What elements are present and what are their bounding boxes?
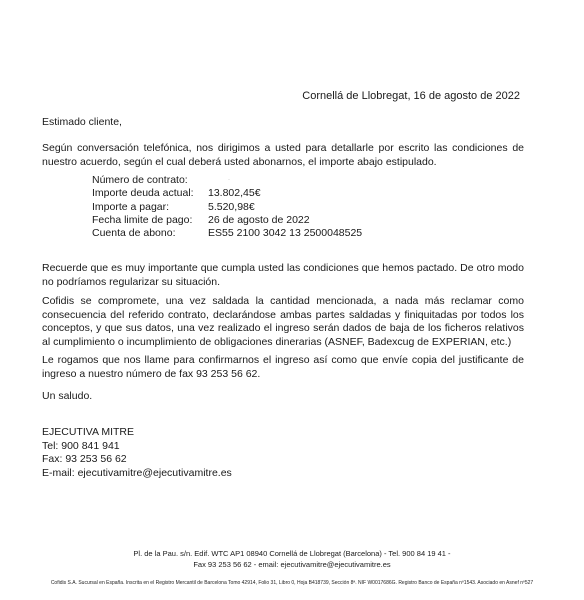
detail-value: ES55 2100 3042 13 2500048525 [208,227,363,240]
footer-line-1: Pl. de la Pau. s/n. Edif. WTC AP1 08940 Cornellá de Llobregat (Barcelona) - Tel. 900 84 19 41 - [133,549,451,558]
detail-row-account [92,227,362,240]
detail-row-deadline [92,214,362,227]
detail-value: 26 de agosto de 2022 [208,213,310,226]
detail-label: Importe deuda actual: [92,187,194,200]
redaction-dot: · [228,177,230,183]
detail-row-contract [92,174,362,187]
commitment-paragraph: Cofidis se compromete, una vez saldada la cantidad mencionada, a nada más reclamar como consecuencia del referido contrato, declarándose ambas partes saldadas y finiquitadas por todos los conceptos, y que sus datos, una vez realizado el ingreso serán dados de baja de los ficheros relativos al cumplimiento o incumplimiento de obligaciones dinerarias (ASNEF, Badexcug de EXPERIAN, etc.) [42,295,524,348]
detail-label: Importe a pagar: [92,200,170,213]
detail-label: Número de contrato: [92,174,188,186]
signature-fax: Fax: 93 253 56 62 [42,453,127,465]
footer-legal: Cofidis S.A. Sucursal en España. Inscrita en el Registro Mercantil de Barcelona Tomo 42914, Folio 31, Libro 0, Hoja B418739, Sección 8ª. NIF W0017686G. Registro Banco de España nº1543. Asociado en Asnef nº527 [50,580,534,586]
letter-date: Cornellá de Llobregat, 16 de agosto de 2022 [302,90,520,102]
footer-address [0,548,584,570]
request-paragraph: Le rogamos que nos llame para confirmarnos el ingreso así como que envíe copia del justificante de ingreso a nuestro número de fax 93 253 56 62. [42,354,524,380]
signature-tel: Tel: 900 841 941 [42,439,120,452]
detail-value: 13.802,45€ [208,187,261,200]
contract-details [92,174,362,240]
salutation: Estimado cliente, [42,116,122,128]
detail-value: 5.520,98€ [208,200,255,213]
footer-line-2: Fax 93 253 56 62 - email: ejecutivamitre@ejecutivamitre.es [193,560,391,569]
detail-label: Fecha limite de pago: [92,213,193,226]
reminder-paragraph: Recuerde que es muy importante que cumpla usted las condiciones que hemos pactado. De otro modo no podríamos regularizar su situación. [42,262,524,288]
signature-name: EJECUTIVA MITRE [42,426,134,438]
signature-email: E-mail: ejecutivamitre@ejecutivamitre.es [42,466,232,479]
intro-paragraph: Según conversación telefónica, nos dirigimos a usted para detallarle por escrito las condiciones de nuestro acuerdo, según el cual deberá usted abonarnos, el importe abajo estipulado. [42,142,524,168]
detail-row-debt [92,187,362,200]
signature-block [42,426,232,480]
detail-label: Cuenta de abono: [92,227,176,240]
detail-row-payment [92,201,362,214]
closing-line: Un saludo. [42,390,93,402]
